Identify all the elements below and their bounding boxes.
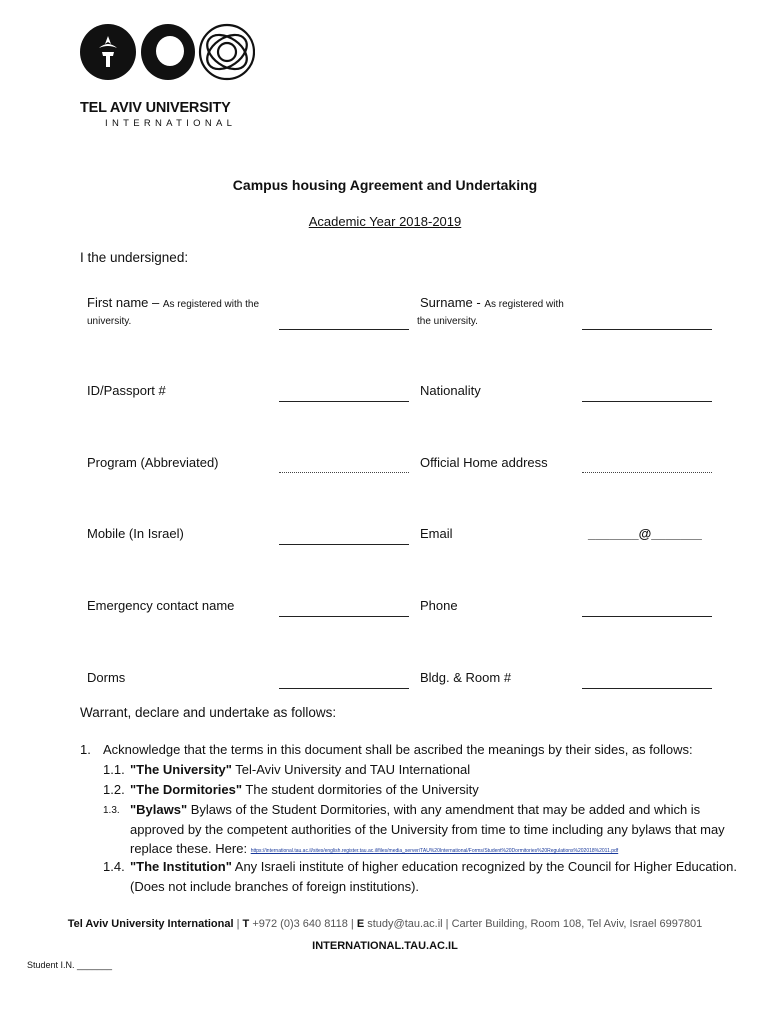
sub-item-number: 1.3. [103,805,120,816]
program-label: Program (Abbreviated) [87,455,219,470]
definition-university: "The University" Tel-Aviv University and TAU International [130,762,471,777]
footer-website: INTERNATIONAL.TAU.AC.IL [312,940,458,952]
emergency-contact-field[interactable] [279,616,409,617]
id-passport-label: ID/Passport # [87,383,166,398]
sub-item-number: 1.1. [103,762,125,777]
document-title: Campus housing Agreement and Undertaking [232,177,538,193]
definition-institution: "The Institution" Any Israeli institute of higher education recognized by the Council for Higher Education. [130,859,738,874]
surname-label: Surname - As registered with [420,295,564,310]
first-name-field[interactable] [279,329,409,330]
logo-subtitle: INTERNATIONAL [105,118,237,129]
logo-name: TEL AVIV UNIVERSITY [80,100,231,116]
tau-logo [80,22,260,129]
bldg-room-field[interactable] [582,688,712,689]
phone-field[interactable] [582,616,712,617]
mobile-field[interactable] [279,544,409,545]
definition-dormitories: "The Dormitories" The student dormitories of the University [130,782,479,797]
definition-institution-line2: (Does not include branches of foreign institutions). [130,879,420,894]
bldg-room-label: Bldg. & Room # [420,670,512,685]
first-name-note: university. [87,316,132,327]
home-address-label: Official Home address [420,455,548,470]
nationality-label: Nationality [420,383,481,398]
sub-item-number: 1.4. [103,859,125,874]
definition-bylaws-line2: approved by the competent authorities of the University from time to time including any bylaws that may [130,822,725,837]
phone-label: Phone [420,598,458,613]
program-field[interactable] [279,472,409,473]
bylaws-link[interactable]: https://international.tau.ac.il/sites/english.register.tau.ac.il/files/media_server/TAU%20International/Forms/Student%20Dormitories%20Regulations%202018%2011.pdf [250,848,619,854]
email-field[interactable]: _______@_______ [588,526,702,541]
dorms-label: Dorms [87,670,126,685]
sub-item-number: 1.2. [103,782,125,797]
email-label: Email [420,526,453,541]
item-text: Acknowledge that the terms in this document shall be ascribed the meanings by their sides, as follows: [103,742,693,757]
warrant-heading: Warrant, declare and undertake as follows: [80,705,337,720]
definition-bylaws: "Bylaws" Bylaws of the Student Dormitories, with any amendment that may be added and which is [130,802,701,817]
id-passport-field[interactable] [279,401,409,402]
home-address-field[interactable] [582,472,712,473]
student-in-field: Student I.N. _______ [27,960,113,970]
intro-text: I the undersigned: [80,250,189,265]
item-number: 1. [80,742,91,757]
surname-note: the university. [417,316,478,327]
surname-field[interactable] [582,329,712,330]
first-name-label: First name – As registered with the [87,295,260,310]
definition-bylaws-line3: replace these. Here: https://international.tau.ac.il/sites/english.register.tau.ac.il/files/media_server/TAU%20International/Forms/Student%20Dormitories%20Regulations%202018%2011.pdf [130,841,619,856]
academic-year: Academic Year 2018-2019 [308,214,462,229]
footer-contact: Tel Aviv University International | T +972 (0)3 640 8118 | E study@tau.ac.il | Carter Building, Room 108, Tel Aviv, Israel 6997801 [67,918,703,930]
emergency-contact-label: Emergency contact name [87,598,235,613]
mobile-label: Mobile (In Israel) [87,526,184,541]
nationality-field[interactable] [582,401,712,402]
tel-aviv-university-logo-icon [80,22,255,82]
dorms-field[interactable] [279,688,409,689]
